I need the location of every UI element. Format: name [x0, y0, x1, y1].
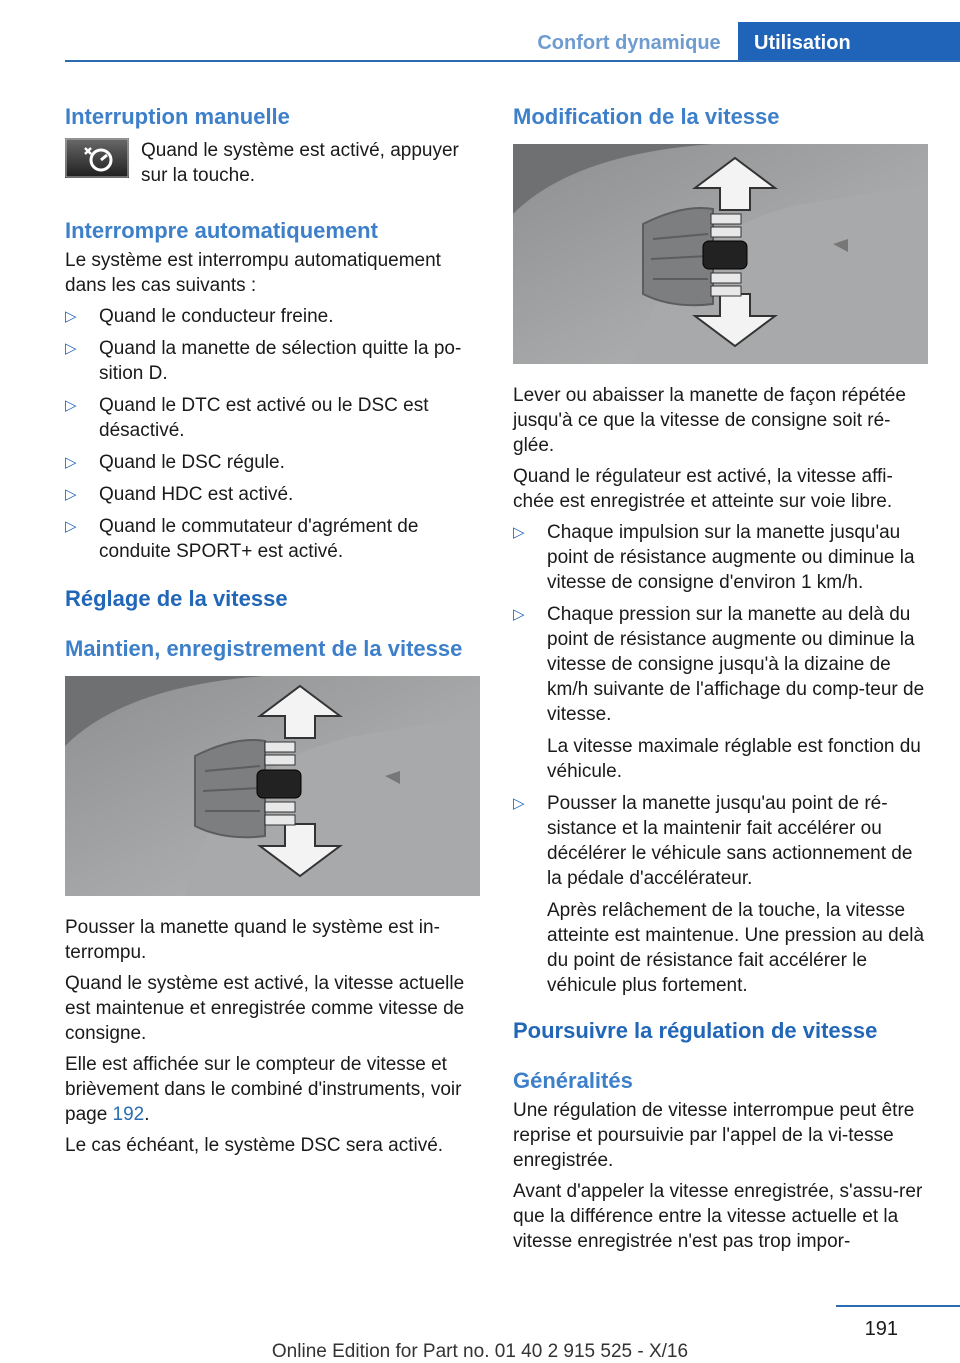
- list-item: ▷ Quand HDC est activé.: [65, 484, 294, 505]
- cruise-control-button-icon: [65, 138, 129, 178]
- list-item: ▷ Chaque impulsion sur la manette jusqu'au point de résistance augmente ou diminue la vitesse de consigne d'environ 1 km/h.: [513, 522, 915, 593]
- modify-list: [513, 520, 928, 998]
- maintain-p2: Quand le système est activé, la vitesse actuelle est maintenue et enregistrée comme vitesse de consigne.: [65, 973, 465, 1044]
- list-item: ▷ Pousser la manette jusqu'au point de ré-sistance et la maintenir fait accélérer ou décélérer le véhicule sans actionnement de la pédale d'accélérateur. Après relâchement de la touche, la vitesse atteinte est maintenue. Une pression au delà du point de résistance fait accélérer le véhicule plus fortement.: [513, 791, 928, 998]
- auto-interrupt-intro: Le système est interrompu automatiquement dans les cas suivants :: [65, 250, 441, 296]
- header-rule: [65, 60, 960, 62]
- triangle-bullet-icon: ▷: [513, 795, 525, 812]
- right-column: [513, 100, 928, 1260]
- list-item-note: Après relâchement de la touche, la vitesse atteinte est maintenue. Une pression au delà du point de résistance fait accélérer le véhicule plus fortement.: [547, 900, 925, 996]
- maintain-p4: Le cas échéant, le système DSC sera activé.: [65, 1135, 444, 1156]
- triangle-bullet-icon: ▷: [65, 308, 77, 325]
- page-number: 191: [864, 1318, 898, 1340]
- triangle-bullet-icon: ▷: [65, 518, 77, 535]
- triangle-bullet-icon: ▷: [513, 606, 525, 623]
- general-p1: Une régulation de vitesse interrompue peut être reprise et poursuivie par l'appel de la vi-tesse enregistrée.: [513, 1100, 915, 1171]
- maintain-speed-heading: Maintien, enregistrement de la vitesse: [65, 636, 463, 661]
- maintain-p1: Pousser la manette quand le système est in-terrompu.: [65, 917, 440, 963]
- footer-rule: [836, 1305, 960, 1307]
- triangle-bullet-icon: ▷: [65, 454, 77, 471]
- list-item: ▷ Quand le DTC est activé ou le DSC est désactivé.: [65, 395, 429, 441]
- header-chapter: Utilisation: [738, 22, 960, 60]
- maintain-p3: Elle est affichée sur le compteur de vitesse et brièvement dans le combiné d'instruments, voir page 192.: [65, 1054, 462, 1125]
- page-link[interactable]: 192: [112, 1104, 145, 1125]
- general-p2: Avant d'appeler la vitesse enregistrée, s'assu-rer que la différence entre la vitesse actuelle et la vitesse enregistrée n'est pas trop impor-: [513, 1181, 923, 1252]
- speed-setting-heading: Réglage de la vitesse: [65, 586, 288, 611]
- modify-p1: Lever ou abaisser la manette de façon répétée jusqu'à ce que la vitesse de consigne soit ré-glée.: [513, 385, 906, 456]
- manual-interrupt-heading: Interruption manuelle: [65, 104, 290, 129]
- steering-wheel-lever-photo: [65, 676, 480, 896]
- edition-note: Online Edition for Part no. 01 40 2 915 525 - X/16: [271, 1341, 689, 1362]
- left-column: [65, 100, 485, 1164]
- auto-interrupt-list: [65, 304, 485, 564]
- page-header: [0, 0, 960, 62]
- resume-speed-heading: Poursuivre la régulation de vitesse: [513, 1018, 878, 1043]
- triangle-bullet-icon: ▷: [513, 524, 525, 541]
- modify-p2: Quand le régulateur est activé, la vitesse affi-chée est enregistrée et atteinte sur voie libre.: [513, 466, 893, 512]
- manual-interrupt-text: Quand le système est activé, appuyer sur la touche.: [141, 140, 459, 186]
- manual-interrupt-block: [65, 138, 485, 188]
- auto-interrupt-heading: Interrompre automatiquement: [65, 218, 378, 243]
- general-heading: Généralités: [513, 1068, 633, 1093]
- list-item-note: La vitesse maximale réglable est fonction du véhicule.: [547, 736, 921, 782]
- header-section: Confort dynamique: [537, 32, 721, 54]
- list-item: ▷ Quand le DSC régule.: [65, 452, 285, 473]
- triangle-bullet-icon: ▷: [65, 486, 77, 503]
- list-item: ▷ Quand le commutateur d'agrément de conduite SPORT+ est activé.: [65, 516, 419, 562]
- list-item: ▷ Quand la manette de sélection quitte la po-sition D.: [65, 338, 462, 384]
- list-item: ▷ Chaque pression sur la manette au delà du point de résistance augmente ou diminue la vitesse de consigne jusqu'à la dizaine de km/h suivante de l'affichage du comp-teur de vitesse. La vitesse maximale réglable est fonction du véhicule.: [513, 602, 928, 784]
- triangle-bullet-icon: ▷: [65, 397, 77, 414]
- triangle-bullet-icon: ▷: [65, 340, 77, 357]
- steering-wheel-lever-photo: [513, 144, 928, 364]
- list-item: ▷ Quand le conducteur freine.: [65, 306, 334, 327]
- modify-speed-heading: Modification de la vitesse: [513, 104, 780, 129]
